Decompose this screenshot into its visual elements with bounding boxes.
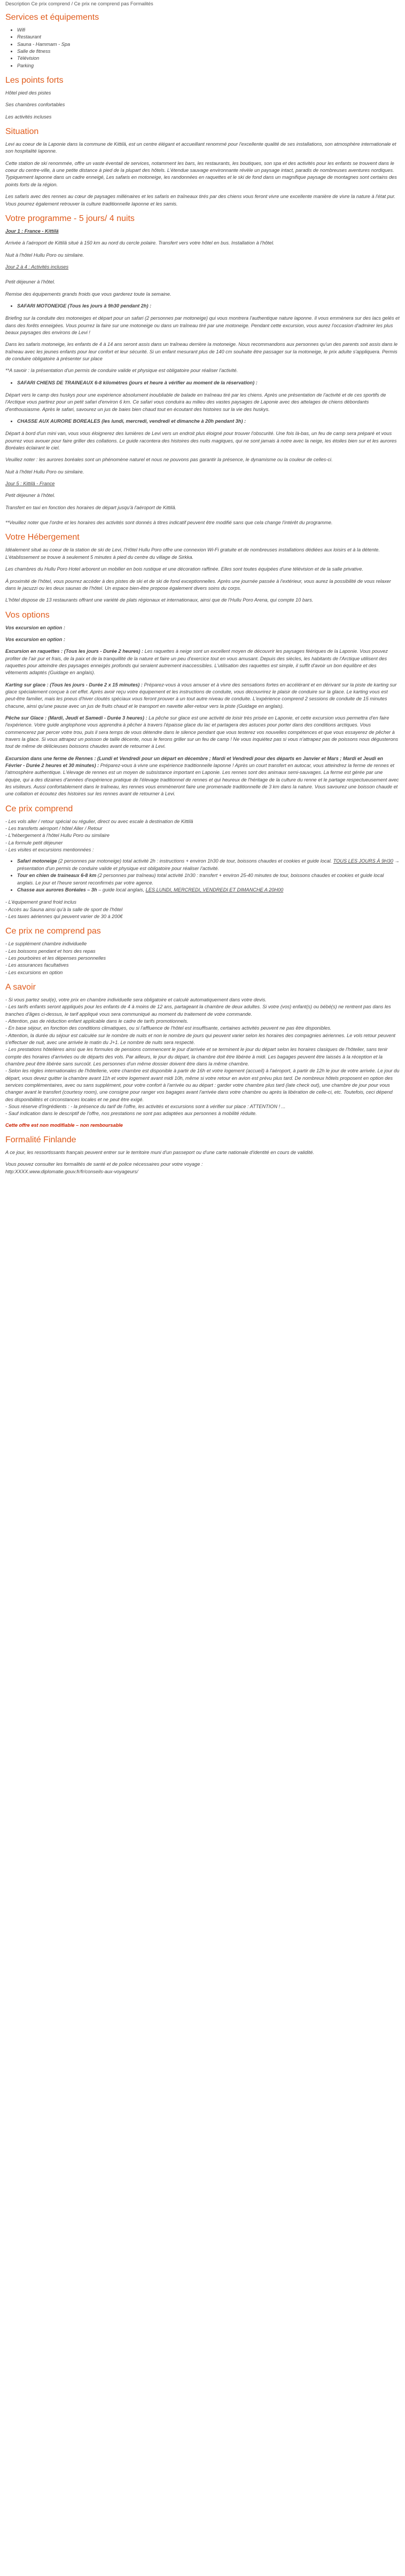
activity-paragraph: Dans les safaris motoneige, les enfants de 4 à 14 ans seront assis dans un traîneau derrière la motoneige. Nous recommandons aux personnes qu'un des parents soit assis dans le traîneau avec les jeunes enfants pour leur confort et leur sécurité. Si un enfant mesurant plus de 140 cm souhaite être passager sur la motoneige, le prix adulte s'appliquera. Permis de conduire obligatoire à présenter sur place bbox=[5, 342, 398, 361]
situation-paragraph: Cette station de ski renommée, offre un vaste éventail de services, notamment les bars, les restaurants, les boutiques, son spa et des activités pour les enfants se trouvent dans le coeur du centre-ville, à une petite distance à pied de la plupart des hôtels. L'étendue sauvage environnante révèle un paysage intact, paradis de nombreuses aventures nordiques. Typiquement laponne dans un cadre enneigé, Les safaris en motoneige, les randonnées en raquettes et le ski de fond dans un magnifique paysage de montagnes sont certains des points forts de la région. bbox=[5, 160, 397, 187]
list-item bbox=[17, 872, 400, 887]
option-item bbox=[5, 715, 400, 750]
sub-text: (2 personnes par motoneige) total activité 2h : instructions + environ 1h30 de tour, boissons chaudes et cookies et guide local. bbox=[58, 858, 332, 864]
hebergement-paragraph: Les chambres du Hullu Poro Hotel arborent un mobilier en bois rustique et une décoration raffinée. Elles sont toutes équipées d'une télévision et de la salle privative. bbox=[5, 566, 363, 572]
list-item bbox=[17, 887, 400, 894]
day-breakfast: Petit déjeuner à l'hôtel. bbox=[5, 493, 56, 499]
hebergement-paragraph: À proximité de l'hôtel, vous pourrez accéder à des pistes de ski et de ski de fond exceptionnelles. Après une journée passée à l'extérieur, vous aurez la possibilité de vous relaxer dans le jacuzzi ou les deux saunas de l'hôtel. Un espace bien-être propose également divers soins du corps. bbox=[5, 578, 391, 591]
list-item: • Salle de fitness bbox=[17, 48, 400, 55]
list-item: - Les assurances facultatives bbox=[5, 962, 69, 968]
list-item bbox=[17, 858, 400, 872]
activity-title: • SAFARI CHIENS DE TRAINEAUX 6-8 kilomètres (jours et heure à vérifier au moment de la réservation) : bbox=[17, 380, 400, 386]
list-item: • Restaurant bbox=[17, 34, 400, 41]
list-item: - Les excursions en option bbox=[5, 969, 63, 975]
sub-link[interactable]: TOUS LES JOURS À 9H30 bbox=[333, 858, 393, 864]
list-item: - Les visites et excursions mentionnées : bbox=[5, 847, 94, 853]
list-item: - La formule petit déjeuner bbox=[5, 840, 63, 846]
activity-title: • CHASSE AUX AURORE BOREALES (les lundi, mercredi, vendredi et dimanche à 20h pendant 3h) : bbox=[17, 418, 400, 425]
list-item: - Attention, la durée du séjour est calculée sur le nombre de nuits et non le nombre de jours qui peuvent varier selon les horaires des compagnies aériennes. Le vols retour peuvent s'effectuer de nuit, avec une arrivée le matin du J+1. Le nombre de nuits sera respecté. bbox=[5, 1032, 395, 1045]
sub-text: (2 personnes par traîneau) total activité 1h30 : transfert + environ 25-40 minutes de tour, boissons chaudes et cookies et guide local anglais. Le jour et l'heure seront reconfirmés par votre agence. bbox=[17, 873, 384, 886]
formalites-title: Formalité Finlande bbox=[5, 1135, 76, 1145]
hebergement-paragraph: Idéalement situé au coeur de la station de ski de Levi, l'Hôtel Hullu Poro offre une connexion Wi-Fi gratuite et de nombreuses installations dédiées aux loisirs et à la détente. L'établissement se trouve à seulement 5 minutes à pied du centre du village de Sirkka. bbox=[5, 547, 380, 560]
excluded-title: Ce prix ne comprend pas bbox=[5, 927, 101, 936]
activity-paragraph: Briefing sur la conduite des motoneiges et départ pour un safari (2 personnes par motoneige) qui vous montrera l'authentique nature laponne. Il vous emmènera sur des lacs gelés et dans des forêts enneigées. Vous pourrez la faire sur une motoneige ou dans un traîneau tiré par une motoneige. Pendant cette excursion, vous aurez l'occasion d'admirer les plus beaux paysages des environs de Levi ! bbox=[5, 315, 400, 335]
warning-text: Cette offre est non modifiable – non remboursable bbox=[5, 1122, 123, 1128]
services-title: Services et équipements bbox=[5, 13, 99, 22]
page bbox=[0, 0, 405, 1175]
option-body: Préparez-vous à vivre une expérience traditionnelle laponne ! Après un court transfert en autocar, vous atteindrez la ferme de rennes et l'atmosphère authentique. L'élevage de rennes est un moyen de subsistance important en Laponie. Les rennes sont des animaux semi-sauvages. La ferme est gérée par une équipe, qui a des dizaines d'années d'expérience pratique de l'élevage traditionnel de rennes et qui heureux de l'héritage de la culture du renne et le partage respectueusement avec les visiteurs. Aussi confortablement dans le traîneau, les rennes vous emmèneront faire une promenade traditionnelle de 3 km dans la nature. Vous savourez une boisson chaude et une collation et écoutez des histoires sur les rennes avant de retourner à Levi. bbox=[5, 763, 399, 797]
included-list bbox=[5, 818, 400, 854]
included-list-2 bbox=[5, 899, 400, 920]
list-item: • Télévision bbox=[17, 55, 400, 62]
formalites-link[interactable]: http:XXXX.www.diplomatie.gouv.fr/fr/conseils-aux-voyageurs/ bbox=[5, 1168, 138, 1174]
option-body: Les raquettes à neige sont un excellent moyen de découvrir les paysages féériques de la Laponie. Vous pouvez profiter de l'air pur et frais, de la paix et de la tranquillité de la nature et faire un peu d'exercice tout en vous amusant. Depuis des siècles, les habitants de l'Arctique utilisent des raquettes pour atteindre des paysages enneigés profonds qui seraient autrement inaccessibles. L'utilisation des raquettes est simple, il suffit d'avoir un bon équilibre et des vêtements adaptés (Guidage en anglais). bbox=[5, 649, 388, 676]
option-item bbox=[5, 682, 400, 710]
day-paragraph: Arrivée à l'aéroport de Kittilä situé à 150 km au nord du cercle polaire. Transfert vers votre hôtel en bus. Installation à l'hôtel. bbox=[5, 240, 275, 246]
highlight-line: Les activités incluses bbox=[5, 114, 52, 120]
day-remise: Remise des équipements grands froids que vous garderez toute la semaine. bbox=[5, 291, 172, 297]
formalites-paragraph: A ce jour, les ressortissants français peuvent entrer sur le territoire muni d'un passeport ou d'une carte nationale d'identité en cours de validité. bbox=[5, 1150, 314, 1156]
option-item bbox=[5, 648, 400, 676]
options-line: Vos excursion en option : bbox=[5, 625, 65, 630]
day-night: Nuit à l'hôtel Hullu Poro ou similaire. bbox=[5, 469, 84, 475]
services-list bbox=[5, 27, 400, 69]
option-title: Excursion dans une ferme de Rennes : (Lundi et Vendredi pour un départ en décembre ; Mardi et Vendredi pour des départs en Janvier et Mars ; Mardi et Jeudi en Février - Durée 2 heures et 30 minutes) : bbox=[5, 755, 383, 769]
option-body: Préparez-vous à vous amuser et à vivre des sensations fortes en accélérant et en dérivant sur la piste de karting sur glace spécialement conçue à cet effet. Après avoir reçu votre équipement et les instructions de conduite, vous découvrirez le plaisir de conduire sur la glace. Le karting vous est peut-être familier, mais les pneus d'hiver cloutés spéciaux vous feront prouver à un tout autre niveau de conduite. L'expérience comprend 2 sessions de conduite de 15 minutes chacune, ainsi qu'une pause avec un jus de fruits chaud et le transport en navette aller-retour vers la piste (Guidage en anglais). bbox=[5, 682, 397, 709]
list-item: - Les taxes aériennes qui peuvent varier de 30 à 200€ bbox=[5, 913, 123, 919]
included-sublist bbox=[5, 858, 400, 894]
list-item: • Parking bbox=[17, 62, 400, 69]
list-item: • Wifi bbox=[17, 27, 400, 34]
situation-paragraph: Levi au coeur de la Laponie dans la commune de Kittilä, est un centre élégant et accueillant renommé pour l'excellente qualité de ses installations, son atmosphère internationale et son hospitalité laponne. bbox=[5, 141, 396, 154]
sub-text: – guide local anglais, bbox=[98, 887, 145, 892]
day-title: Jour 1 : France - Kittilä bbox=[5, 228, 59, 234]
sub-title: Tour en chien de traineaux 6-8 km bbox=[17, 873, 97, 879]
list-item: - Le supplément chambre individuelle bbox=[5, 941, 87, 947]
list-item: - Si vous partez seul(e), votre prix en chambre individuelle sera obligatoire et calculé automatiquement dans votre devis. bbox=[5, 997, 267, 1002]
options-line: Vos excursion en option : bbox=[5, 636, 65, 642]
list-item: - Selon les règles internationales de l'hôtellerie, votre chambre est disponible à partir de 16h et votre logement (accueil) à l'aéroport, à partir de 12h le jour de votre arrivée. Le jour du départ, vous devez quitter la chambre avant 11h et votre logement avant midi 10h, même si votre retour en avion est prévu plus tard. De nombreux hôtels proposent en option des services complémentaires, avec ou sans supplément, pour votre confort à l'arrivée ou au départ : garder votre chambre plus tard (late check out), une chambre de jour pour vous changer avant le transfert (courtesy room), une consigne pour ranger vos bagages avant l'arrivée dans votre chambre ou après la libération de celle-ci, etc. Toutefois, ceci dépend des disponibilités et circonstances locales et ne peut être exigé. bbox=[5, 1068, 400, 1102]
list-item: - Les prestations hôtelières ainsi que les formules de pensions commencent le jour d'arrivée et se terminent le jour du départ selon les horaires clasiques de l'hôtelier, sans tenir compte des horaires d'arrivées ou de départs des vols. Par ailleurs, le jour du départ, la chambre doit être libérée à midi. Les bagages peuvent être laissés à la réception et la chambre peut être libérée sans surcoût. Les personnes d'un même dossier doivent être dans la même chambre. bbox=[5, 1047, 388, 1067]
highlight-line: Hôtel pied des pistes bbox=[5, 90, 51, 96]
excluded-list bbox=[5, 941, 400, 976]
list-item: - Les pourboires et les dépenses personnelles bbox=[5, 955, 106, 961]
list-item: • Sauna - Hammam - Spa bbox=[17, 41, 400, 48]
list-item: - Les tarifs enfants seront appliqués pour les enfants de 4 à moins de 12 ans, partageant la chambre de deux adultes. Si votre (vos) enfant(s) ou bébé(s) ne rentrent pas dans les tranches d'âges ci-dessus, le tarif appliqué vous sera communiqué au moment du traitement de votre commande. bbox=[5, 1004, 391, 1017]
option-title: Pêche sur Glace : (Mardi, Jeudi et Samedi - Durée 3 heures) : bbox=[5, 715, 147, 721]
day-breakfast: Petit déjeuner à l'hôtel. bbox=[5, 279, 56, 285]
activity-paragraph: Départ vers le camp des huskys pour une expérience absolument inoubliable de balade en traîneau tiré par les chiens. Après une présentation de l'activité et de ces sportifs de l'Arctique vous partirez pour un petit safari d'environ 6 km. Ce safari vous conduira au milieu des vastes paysages de Laponie avec des attelages de chiens débordants d'enthousiasme. Après le safari, savourez un jus de baies bien chaud tout en écoutant des histoires sur la vie des huskys. bbox=[5, 392, 386, 412]
list-item: - Attention, pas de réduction enfant applicable dans le cadre de tarifs promotionnels. bbox=[5, 1018, 189, 1024]
list-item: - Les vols aller / retour spécial ou régulier, direct ou avec escale à destination de Kittilä bbox=[5, 818, 193, 824]
savoir-list bbox=[5, 997, 400, 1118]
list-item: - Accès au Sauna ainsi qu'à la salle de sport de l'hôtel bbox=[5, 906, 123, 912]
list-item: - Sous réserve d'Ingrédients : - la présence du tarif de l'offre, les activités et excursions sont à vérifier sur place : ATTENTION ! ... bbox=[5, 1104, 286, 1110]
activity-paragraph: Départ à bord d'un mini van, vous vous éloignerez des lumières de Levi vers un endroit plus éloigné pour trouver l'obscurité. Une fois là-bas, un feu de camp sera préparé et vous pourrez vous avouer pour faire griller des collations. Le guide racontera des histoires des nuits magiques, qui ne sont jamais à notre avec la neige, les étoiles bien sur et les aurores Boréales éclairant le ciel. bbox=[5, 431, 397, 451]
situation-paragraph: Les safaris avec des rennes au cœur de paysages millénaires et les safaris en traîneaux tirés par des chiens vous feront vivre une excellente manière de vivre la nature à l'état pur. Vous pourrez également retrouver la culture traditionnelle laponne et les samis. bbox=[5, 194, 396, 207]
situation-title: Situation bbox=[5, 127, 39, 137]
list-item: - L'équipement grand froid inclus bbox=[5, 899, 77, 905]
list-item: - L'hébergement à l'hôtel Hullu Poro ou similaire bbox=[5, 833, 110, 839]
day-title: Jour 5 : Kittilä - France bbox=[5, 481, 55, 487]
included-title: Ce prix comprend bbox=[5, 804, 73, 813]
highlights-title: Les points forts bbox=[5, 76, 64, 85]
activity-note: **A savoir : la présentation d'un permis de conduire valide et physique est obligatoire pour réaliser l'activité. bbox=[5, 368, 238, 374]
activity-paragraph: Veuillez noter : les aurores boréales sont un phénomène naturel et nous ne pouvons pas garantir la présence, le dynamisme ou la couleur de celles-ci. bbox=[5, 457, 333, 463]
sub-rest: → présentation d'un permis de conduire valide et physique est obligatoire pour réaliser l'activité. bbox=[17, 858, 400, 871]
options-title: Vos options bbox=[5, 610, 50, 620]
hebergement-paragraph: L'hôtel dispose de 13 restaurants offrant une variété de plats régionaux et internationaux, ainsi que de l'Hullu Poro Arena, qui compte 10 bars. bbox=[5, 597, 314, 603]
sub-title: Safari motoneige bbox=[17, 858, 57, 864]
day-night: Nuit à l'hôtel Hullu Poro ou similaire. bbox=[5, 252, 84, 258]
day-transfer: Transfert en taxi en fonction des horaires de départ jusqu'à l'aéroport de Kittilä. bbox=[5, 504, 176, 510]
hebergement-title: Votre Hébergement bbox=[5, 533, 80, 542]
sub-link[interactable]: LES LUNDI, MERCREDI, VENDREDI ET DIMANCHE A 20H00 bbox=[145, 887, 284, 892]
programme-note: **Veuillez noter que l'ordre et les horaires des activités sont donnés à titres indicatif peuvent être modifié sans que cela change l'intérêt du programme. bbox=[5, 520, 333, 526]
highlight-line: Ses chambres confortables bbox=[5, 102, 65, 108]
sub-title: Chasse aux aurores Boréales – 3h bbox=[17, 887, 97, 892]
option-title: Karting sur glace : (Tous les jours - Durée 2 x 15 minutes) : bbox=[5, 682, 143, 688]
list-item: - Les boissons pendant et hors des repas bbox=[5, 948, 96, 954]
option-body: La pêche sur glace est une activité de loisir très prisée en Laponie, et cette excursion vous permettra d'en faire l'expérience. Votre guide anglophone vous apprendra à pêcher à travers l'épaisse glace du lac et partagera des astuces pour porter dans des conditions arctiques. Vous commencerez par percer votre trou, puis il sera temps de vous détendre dans le silence pendant que vous testerez vos nouvelles compétences et que vous essayerez de pêcher à travers la glace. Si vous attrapez un poisson de taille décente, nous le ferons griller sur un feu de camp ! Ne vous inquiétez pas si vous n'attrapez pas de poissons nous dégusterons tout de même de délicieuses boissons chaudes avant de retourner à Levi. bbox=[5, 715, 399, 749]
option-title: Excursion en raquettes : (Tous les jours - Durée 2 heures) : bbox=[5, 649, 143, 654]
activity-title: • SAFARI MOTONEIGE (Tous les jours à 9h30 pendant 2h) : bbox=[17, 303, 400, 310]
list-item: - En base séjour, en fonction des conditions climatiques, ou si l'affluence de l'hôtel est insuffisante, certaines activités peuvent ne pas être disponibles. bbox=[5, 1025, 332, 1031]
list-item: - Sauf indication dans le descriptif de l'offre, nos prestations ne sont pas adaptées aux personnes à mobilité réduite. bbox=[5, 1111, 257, 1117]
programme-title: Votre programme - 5 jours/ 4 nuits bbox=[5, 214, 135, 223]
day-title: Jour 2 à 4 : Activités incluses bbox=[5, 264, 69, 270]
formalites-paragraph: Vous pouvez consulter les formalités de santé et de police nécessaires pour votre voyage : bbox=[5, 1161, 203, 1167]
list-item: - Les transferts aéroport / hôtel Aller / Retour bbox=[5, 826, 103, 832]
savoir-title: A savoir bbox=[5, 982, 36, 992]
option-item bbox=[5, 755, 400, 798]
header-links[interactable]: Description Ce prix comprend / Ce prix ne comprend pas Formalités bbox=[5, 1, 153, 6]
